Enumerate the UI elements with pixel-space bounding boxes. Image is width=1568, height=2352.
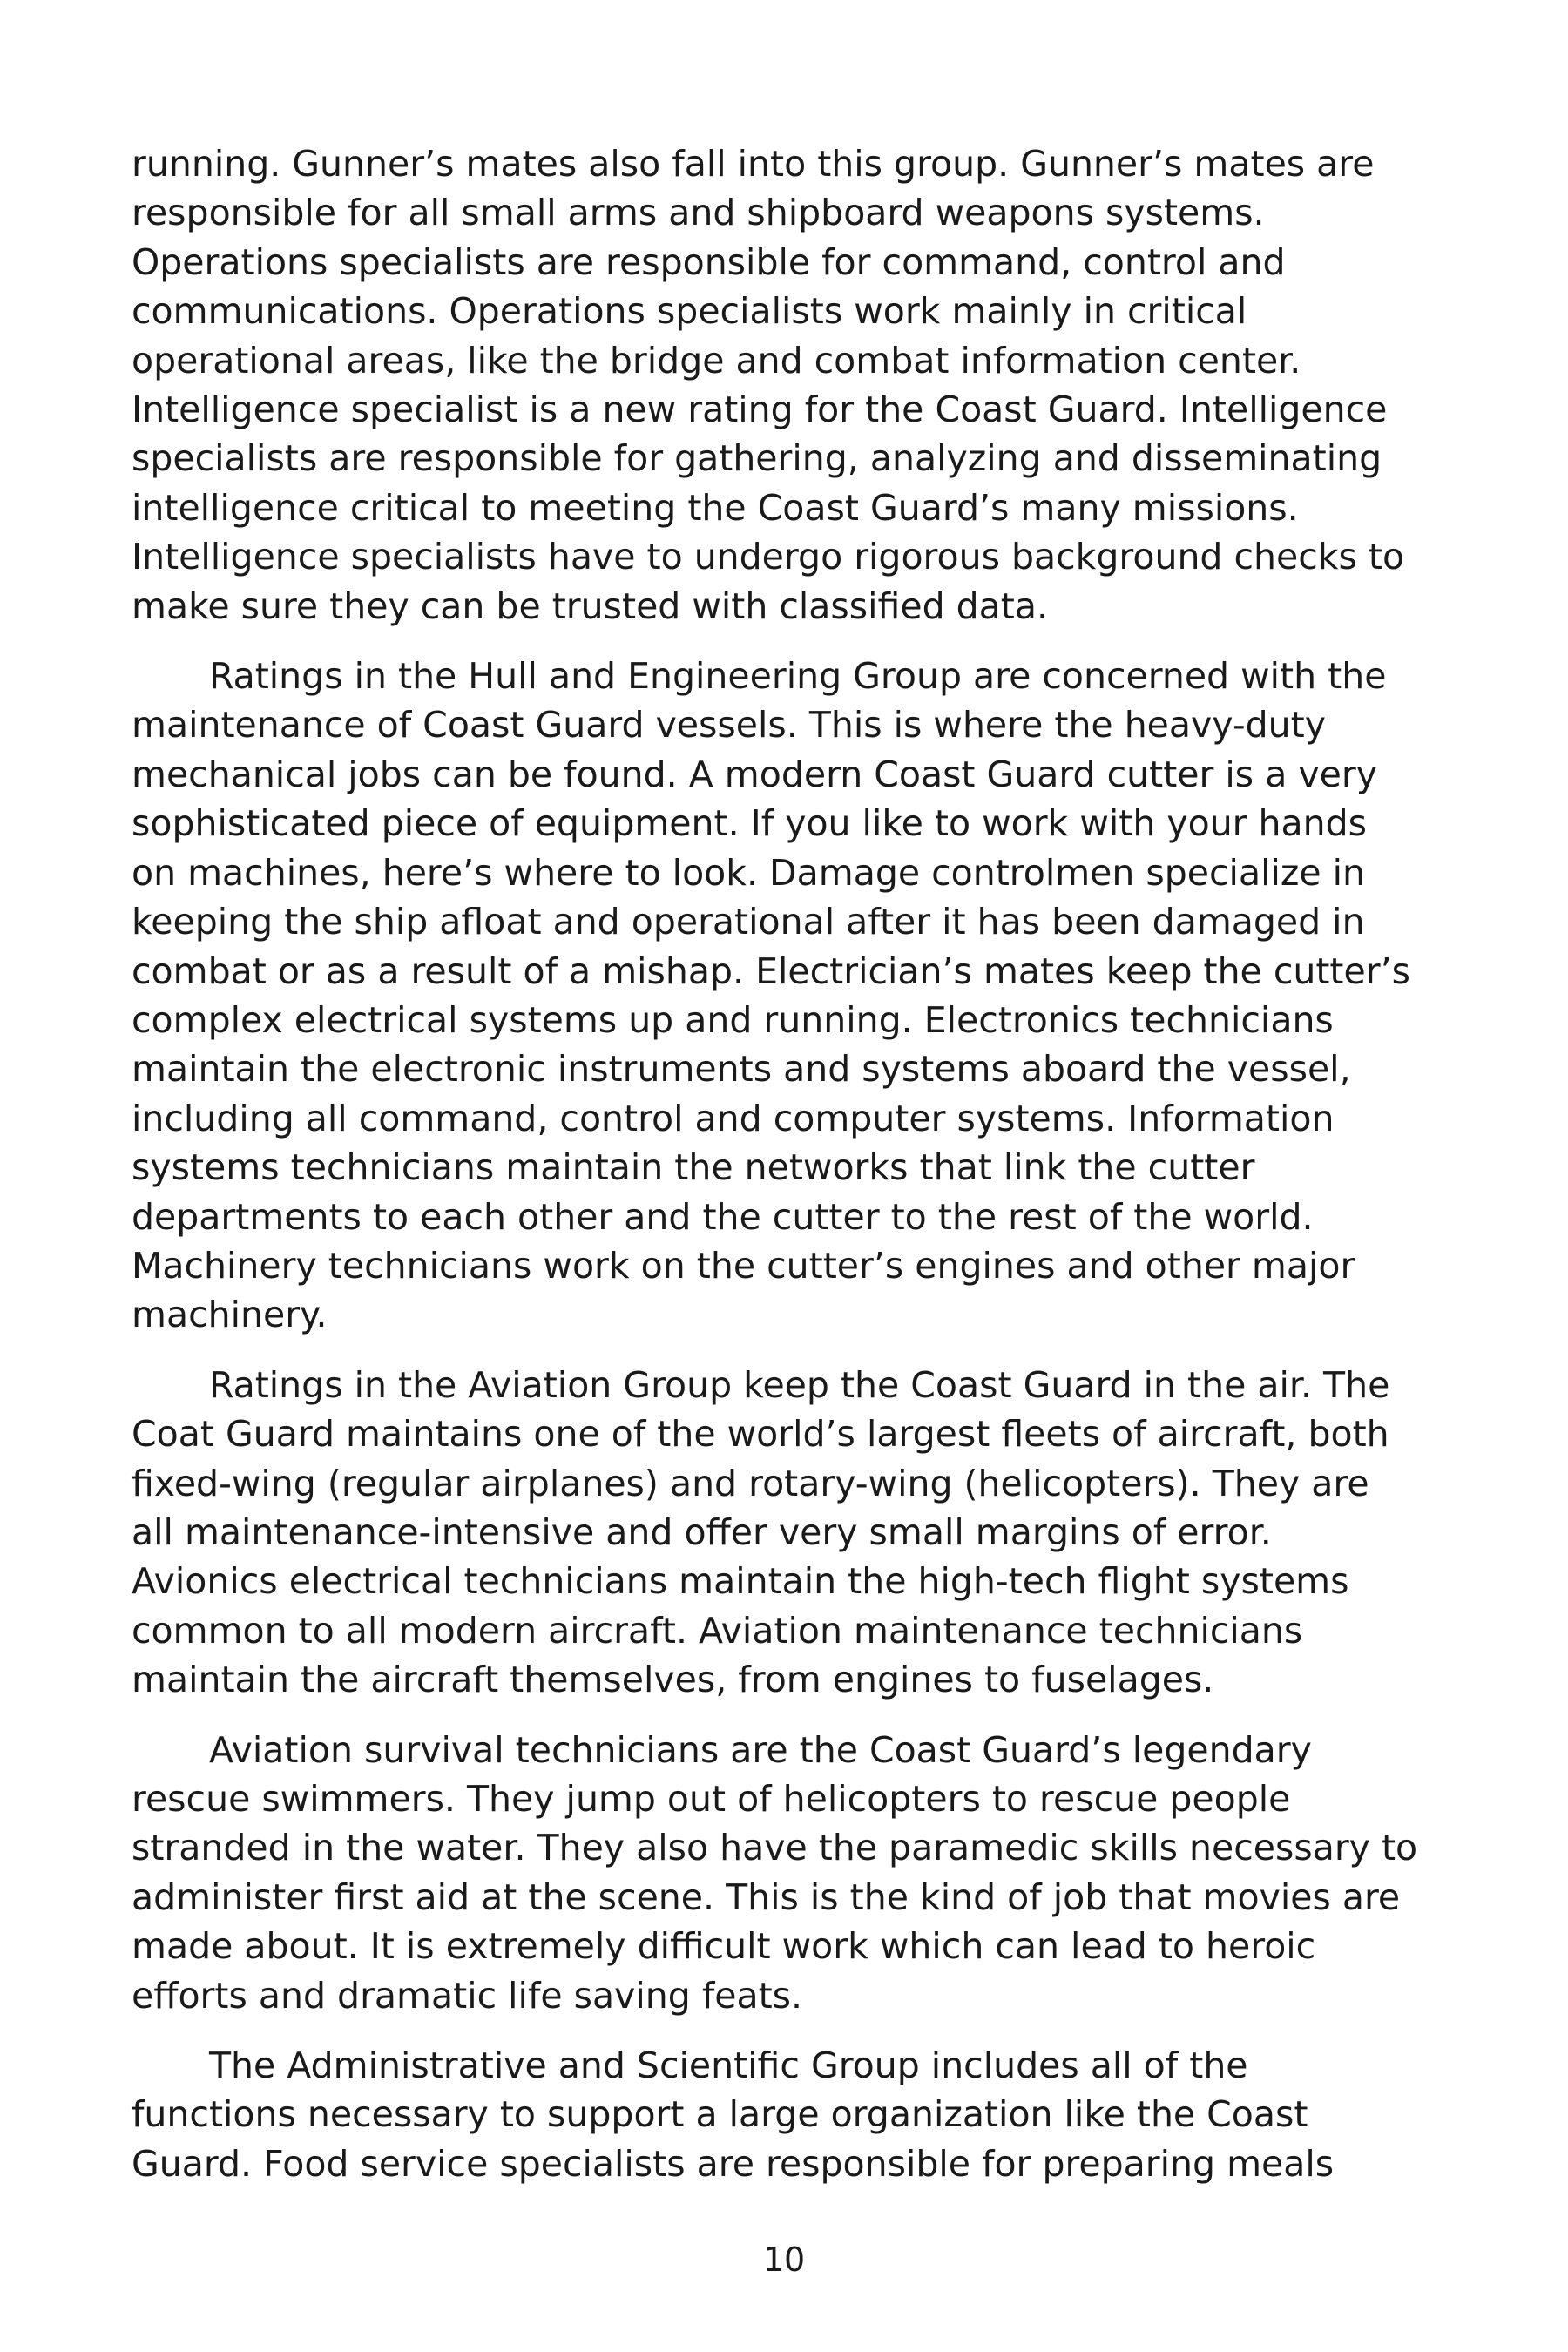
text-line: Avionics electrical technicians maintain the high-tech flight systems xyxy=(132,1560,1349,1603)
text-line: Intelligence specialists have to undergo rigorous background checks to xyxy=(132,536,1405,578)
text-line: responsible for all small arms and shipboard weapons systems. xyxy=(132,192,1265,234)
text-line: specialists are responsible for gathering, analyzing and disseminating xyxy=(132,437,1382,480)
text-line: complex electrical systems up and running. Electronics technicians xyxy=(132,998,1334,1041)
text-line: departments to each other and the cutter to the rest of the world. xyxy=(132,1195,1314,1238)
paragraph-administrative-scientific xyxy=(132,2041,1443,2188)
text-line: administer first aid at the scene. This is the kind of job that movies are xyxy=(132,1876,1401,1918)
page-body xyxy=(132,139,1443,2209)
text-line: combat or as a result of a mishap. Electrician’s mates keep the cutter’s xyxy=(132,950,1410,992)
text-line: Intelligence specialist is a new rating for the Coast Guard. Intelligence xyxy=(132,389,1388,431)
text-line: sophisticated piece of equipment. If you like to work with your hands xyxy=(132,802,1368,845)
text-line: Guard. Food service specialists are responsible for preparing meals xyxy=(132,2142,1335,2185)
text-line: systems technicians maintain the networks that link the cutter xyxy=(132,1146,1255,1189)
text-line: including all command, control and computer systems. Information xyxy=(132,1097,1335,1139)
text-line: keeping the ship afloat and operational after it has been damaged in xyxy=(132,901,1365,943)
text-line: efforts and dramatic life saving feats. xyxy=(132,1974,803,2017)
text-line: Coat Guard maintains one of the world’s largest fleets of aircraft, both xyxy=(132,1413,1389,1456)
text-line: Operations specialists are responsible for command, control and xyxy=(132,240,1286,283)
text-line: common to all modern aircraft. Aviation maintenance technicians xyxy=(132,1609,1303,1652)
text-line: Ratings in the Aviation Group keep the Coast Guard in the air. The xyxy=(209,1363,1390,1406)
paragraph-specialists xyxy=(132,139,1443,631)
text-line: maintain the electronic instruments and systems aboard the vessel, xyxy=(132,1048,1351,1091)
text-line: fixed-wing (regular airplanes) and rotary-wing (helicopters). They are xyxy=(132,1462,1369,1504)
text-line: rescue swimmers. They jump out of helicopters to rescue people xyxy=(132,1778,1291,1820)
text-line: stranded in the water. They also have the paramedic skills necessary to xyxy=(132,1827,1418,1869)
text-line: functions necessary to support a large organization like the Coast xyxy=(132,2093,1308,2136)
text-line: machinery. xyxy=(132,1294,328,1336)
text-line: make sure they can be trusted with classified data. xyxy=(132,585,1049,627)
text-line: Ratings in the Hull and Engineering Group are concerned with the xyxy=(209,655,1387,698)
page-number: 10 xyxy=(762,2240,806,2279)
text-line: on machines, here’s where to look. Damage controlmen specialize in xyxy=(132,851,1366,894)
text-line: made about. It is extremely difficult work which can lead to heroic xyxy=(132,1925,1316,1968)
text-line: operational areas, like the bridge and combat information center. xyxy=(132,339,1301,382)
text-line: intelligence critical to meeting the Coast Guard’s many missions. xyxy=(132,486,1299,529)
text-line: running. Gunner’s mates also fall into this group. Gunner’s mates are xyxy=(132,143,1375,185)
paragraph-aviation-group xyxy=(132,1361,1443,1705)
text-line: Machinery technicians work on the cutter’s engines and other major xyxy=(132,1244,1355,1287)
paragraph-rescue-swimmers xyxy=(132,1726,1443,2020)
text-line: Aviation survival technicians are the Coast Guard’s legendary xyxy=(209,1728,1312,1771)
text-line: communications. Operations specialists work mainly in critical xyxy=(132,290,1247,333)
paragraph-hull-engineering xyxy=(132,652,1443,1340)
text-line: maintain the aircraft themselves, from engines to fuselages. xyxy=(132,1659,1214,1701)
text-line: mechanical jobs can be found. A modern Coast Guard cutter is a very xyxy=(132,753,1377,795)
text-line: maintenance of Coast Guard vessels. This is where the heavy-duty xyxy=(132,704,1326,747)
text-line: The Administrative and Scientific Group includes all of the xyxy=(209,2044,1248,2087)
text-line: all maintenance-intensive and offer very small margins of error. xyxy=(132,1511,1272,1553)
